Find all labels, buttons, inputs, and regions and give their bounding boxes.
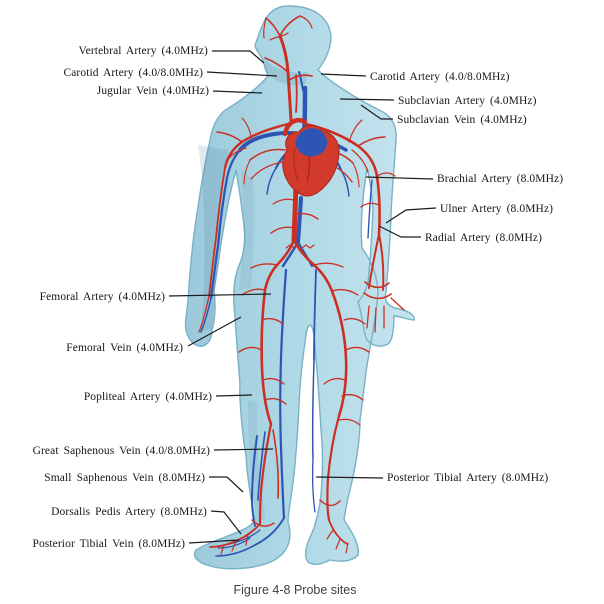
label-vertebral-artery: Vertebral Artery (4.0MHz) bbox=[78, 45, 208, 57]
label-posterior-tibial-artery: Posterior Tibial Artery (8.0MHz) bbox=[387, 472, 549, 484]
label-radial-artery: Radial Artery (8.0MHz) bbox=[425, 232, 543, 244]
figure-caption: Figure 4-8 Probe sites bbox=[233, 583, 357, 597]
label-dorsalis-pedis-artery: Dorsalis Pedis Artery (8.0MHz) bbox=[51, 506, 207, 518]
label-femoral-vein: Femoral Vein (4.0MHz) bbox=[66, 342, 183, 354]
leader-line bbox=[321, 74, 366, 76]
label-subclavian-artery: Subclavian Artery (4.0MHz) bbox=[398, 95, 537, 107]
leader-line bbox=[211, 511, 241, 534]
label-carotid-artery-left: Carotid Artery (4.0/8.0MHz) bbox=[63, 67, 203, 79]
label-great-saphenous-vein: Great Saphenous Vein (4.0/8.0MHz) bbox=[32, 445, 210, 457]
label-ulner-artery: Ulner Artery (8.0MHz) bbox=[440, 203, 554, 215]
label-popliteal-artery: Popliteal Artery (4.0MHz) bbox=[83, 391, 212, 403]
label-small-saphenous-vein: Small Saphenous Vein (8.0MHz) bbox=[44, 472, 205, 484]
leader-line bbox=[209, 477, 243, 492]
label-jugular-vein: Jugular Vein (4.0MHz) bbox=[96, 85, 209, 97]
label-posterior-tibial-vein: Posterior Tibial Vein (8.0MHz) bbox=[32, 538, 185, 550]
label-brachial-artery: Brachial Artery (8.0MHz) bbox=[437, 173, 564, 185]
label-carotid-artery-right: Carotid Artery (4.0/8.0MHz) bbox=[370, 71, 510, 83]
label-femoral-artery: Femoral Artery (4.0MHz) bbox=[39, 291, 165, 303]
leader-line bbox=[212, 51, 264, 63]
label-subclavian-vein: Subclavian Vein (4.0MHz) bbox=[397, 114, 527, 126]
leader-line bbox=[386, 208, 436, 223]
